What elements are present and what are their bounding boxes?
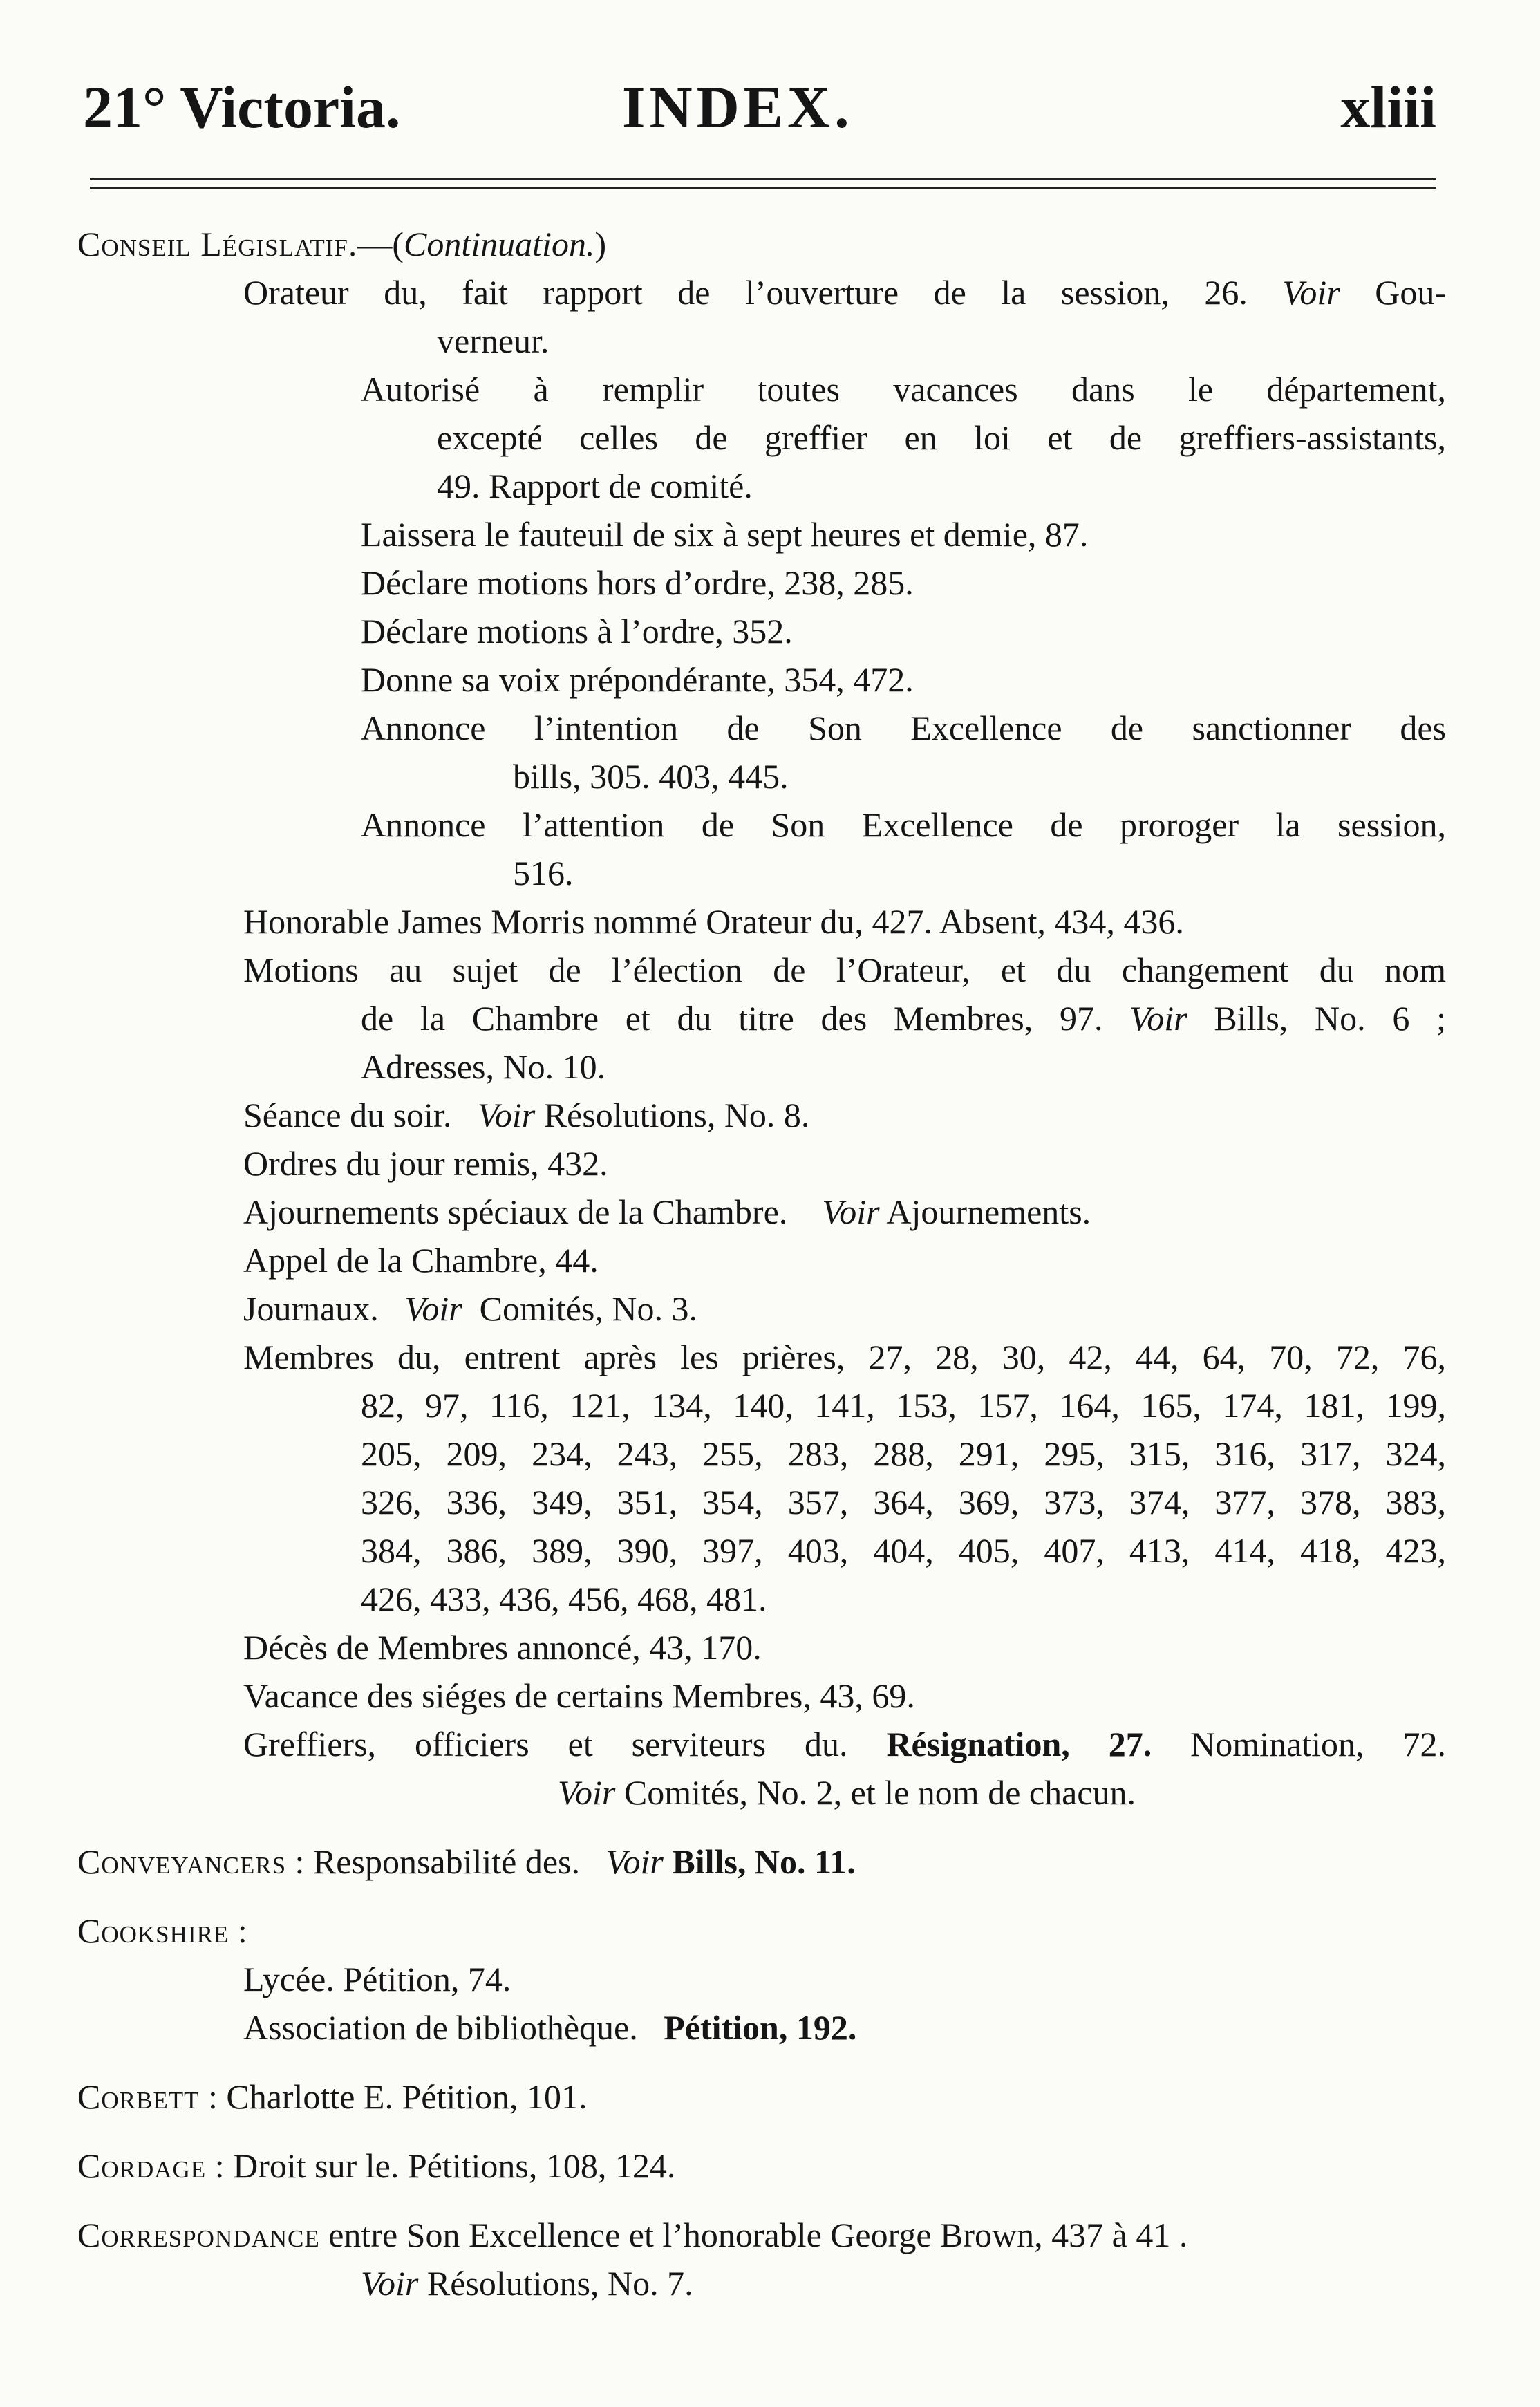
heading-paren: ) (594, 225, 607, 263)
entry-text: 82, 97, 116, 121, 134, 140, 141, 153, 157, 164, 165, 174, 181, 199, (361, 1386, 1446, 1425)
index-entry (243, 2003, 1446, 2052)
entry-text: Séance du soir. (243, 1096, 452, 1134)
entry-text: : Charlotte E. Pétition, 101. (207, 2077, 588, 2116)
header-rule-bottom (90, 187, 1436, 189)
voir-ref: Voir (822, 1192, 880, 1231)
index-entry (243, 1139, 1446, 1188)
index-heading-cookshire (77, 1907, 1446, 1955)
index-subentry (361, 800, 1446, 849)
index-subentry (361, 365, 1446, 413)
entry-text: Résolutions, No. 8. (543, 1096, 810, 1134)
index-entry-cont (361, 1042, 1446, 1091)
index-subentry (361, 559, 1446, 607)
index-subentry (361, 510, 1446, 559)
entry-text: 205, 209, 234, 243, 255, 283, 288, 291, 295, 315, 316, 317, 324, (361, 1434, 1446, 1473)
index-entry (243, 1091, 1446, 1139)
index-entry (243, 1333, 1446, 1381)
index-subentry (361, 704, 1446, 752)
heading-continuation: Continuation. (404, 225, 595, 263)
entry-text: Vacance des siéges de certains Membres, 43, 69. (243, 1676, 915, 1715)
entry-text: Lycée. Pétition, 74. (243, 1960, 511, 1998)
entry-text: Déclare motions à l’ordre, 352. (361, 612, 793, 650)
index-entry (243, 268, 1446, 317)
index-entry (243, 1720, 1446, 1768)
index-entry-cont (361, 1575, 1446, 1623)
index-heading-corbett (77, 2072, 1446, 2121)
index-entry-cont (361, 1381, 1446, 1430)
entry-text: verneur. (437, 321, 550, 360)
header-title: INDEX. (622, 74, 854, 140)
entry-text: Comités, No. 2, et le nom de chacun. (623, 1773, 1136, 1812)
index-entry-cont (361, 1478, 1446, 1526)
index-entry (243, 1671, 1446, 1720)
index-entry-cont (361, 1526, 1446, 1575)
entry-text: Nomination, 72. (1190, 1725, 1446, 1763)
voir-ref: Voir (605, 1842, 664, 1881)
index-subentry-cont (437, 413, 1446, 462)
entry-text: Greffiers, officiers et serviteurs du. (243, 1725, 848, 1763)
heading-text: Correspondance (77, 2216, 320, 2254)
entry-text: Membres du, entrent après les prières, 27, 28, 30, 42, 44, 64, 70, 72, 76, (243, 1338, 1446, 1376)
entry-text: Ajournements. (886, 1192, 1091, 1231)
entry-text: Pétition, 192. (664, 2008, 857, 2047)
entry-text: Ajournements spéciaux de la Chambre. (243, 1192, 788, 1231)
entry-text: Bills, No. 6 ; (1214, 999, 1447, 1038)
entry-text: bills, 305. 403, 445. (513, 757, 789, 796)
index-entry (243, 1236, 1446, 1284)
entry-text: Appel de la Chambre, 44. (243, 1241, 599, 1280)
entry-text: Association de bibliothèque. (243, 2008, 638, 2047)
entry-text: Comités, No. 3. (479, 1289, 697, 1328)
entry-text: Gou- (1375, 273, 1447, 312)
entry-text: 326, 336, 349, 351, 354, 357, 364, 369, 373, 374, 377, 378, 383, (361, 1483, 1446, 1521)
index-body (77, 220, 1446, 2307)
entry-text: 516. (513, 854, 574, 892)
section-heading (77, 220, 1446, 268)
voir-ref: Voir (1282, 273, 1340, 312)
index-subentry-cont (513, 752, 1446, 800)
heading-text: Corbett (77, 2077, 200, 2116)
voir-ref: Voir (404, 1289, 462, 1328)
voir-ref: Voir (361, 2264, 419, 2303)
entry-text: Décès de Membres annoncé, 43, 170. (243, 1628, 762, 1667)
voir-ref: Voir (1129, 999, 1187, 1038)
entry-text: Déclare motions hors d’ordre, 238, 285. (361, 563, 914, 602)
index-entry (243, 1955, 1446, 2003)
index-subentry-cont (513, 849, 1446, 897)
index-subentry (361, 607, 1446, 655)
entry-text: Bills, No. 11. (672, 1842, 856, 1881)
entry-text: Honorable James Morris nommé Orateur du, 427. Absent, 434, 436. (243, 902, 1184, 941)
voir-ref: Voir (477, 1096, 536, 1134)
header-session: 21° Victoria. (83, 74, 401, 140)
heading-dash: —( (357, 225, 404, 263)
entry-text: : Droit sur le. Pétitions, 108, 124. (214, 2146, 676, 2185)
heading-conseil-legislatif: Conseil Législatif. (77, 225, 358, 263)
heading-text: Cookshire (77, 1911, 229, 1950)
entry-text: Ordres du jour remis, 432. (243, 1144, 608, 1183)
index-entry-cont (361, 1430, 1446, 1478)
entry-text: Journaux. (243, 1289, 379, 1328)
index-entry-cont (361, 2259, 1446, 2307)
entry-text: : Responsabilité des. (294, 1842, 580, 1881)
entry-text: Autorisé à remplir toutes vacances dans le département, (361, 370, 1446, 409)
entry-text: 49. Rapport de comité. (437, 467, 753, 505)
index-heading-cordage (77, 2142, 1446, 2190)
index-entry (243, 897, 1446, 946)
entry-text: Adresses, No. 10. (361, 1047, 606, 1086)
index-entry-cont (361, 994, 1446, 1042)
index-entry-cont (558, 1768, 1446, 1817)
index-heading-correspondance (77, 2211, 1446, 2259)
entry-text: Motions au sujet de l’élection de l’Orateur, et du changement du nom (243, 950, 1446, 989)
header-page-number: xliii (1340, 74, 1436, 140)
entry-text: 426, 433, 436, 456, 468, 481. (361, 1580, 767, 1618)
entry-text: Donne sa voix prépondérante, 354, 472. (361, 660, 914, 699)
index-subentry-cont (437, 462, 1446, 510)
entry-text: excepté celles de greffier en loi et de greffiers-assistants, (437, 418, 1446, 457)
entry-text: entre Son Excellence et l’honorable George Brown, 437 à 41 . (328, 2216, 1188, 2254)
entry-text: Résignation, 27. (886, 1725, 1152, 1763)
entry-text: Orateur du, fait rapport de l’ouverture de la session, 26. (243, 273, 1248, 312)
entry-text: : (229, 1911, 247, 1950)
voir-ref: Voir (558, 1773, 616, 1812)
index-entry (243, 1188, 1446, 1236)
index-subentry (361, 655, 1446, 704)
heading-text: Conveyancers (77, 1842, 287, 1881)
header-rule-top (90, 178, 1436, 180)
entry-text: de la Chambre et du titre des Membres, 97. (361, 999, 1103, 1038)
heading-text: Cordage (77, 2146, 207, 2185)
index-entry-cont (437, 317, 1446, 365)
index-entry (243, 946, 1446, 994)
index-heading-conveyancers (77, 1837, 1446, 1886)
entry-text: Résolutions, No. 7. (426, 2264, 693, 2303)
index-entry (243, 1284, 1446, 1333)
entry-text: 384, 386, 389, 390, 397, 403, 404, 405, 407, 413, 414, 418, 423, (361, 1531, 1446, 1570)
entry-text: Annonce l’intention de Son Excellence de sanctionner des (361, 709, 1446, 747)
running-header (83, 69, 1436, 145)
index-entry (243, 1623, 1446, 1671)
entry-text: Annonce l’attention de Son Excellence de proroger la session, (361, 805, 1446, 844)
entry-text: Laissera le fauteuil de six à sept heures et demie, 87. (361, 515, 1089, 554)
